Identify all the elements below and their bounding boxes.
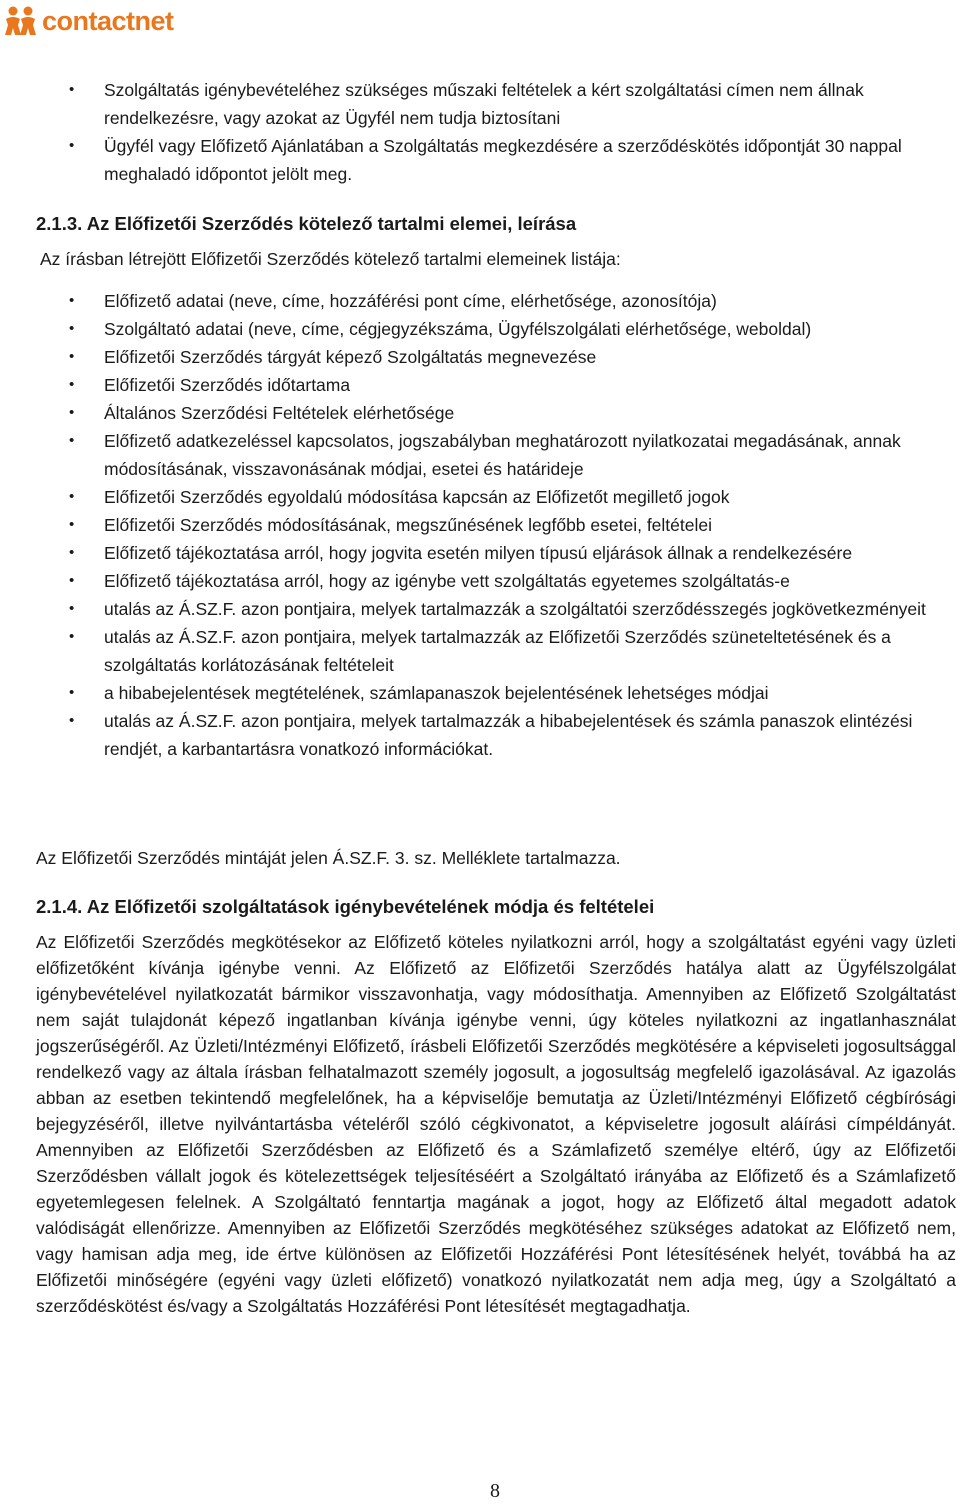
section-heading-2-1-4: 2.1.4. Az Előfizetői szolgáltatások igénybevételének módja és feltételei	[36, 896, 655, 917]
list-item: • Előfizető tájékoztatása arról, hogy jogvita esetén milyen típusú eljárások állnak a rendelkezésére	[0, 539, 960, 567]
list-item: • utalás az Á.SZ.F. azon pontjaira, melyek tartalmazzák az Előfizetői Szerződés szüneteltetésének és a szolgáltatás korlátozásának feltételeit	[0, 623, 960, 679]
list-item: • Előfizető tájékoztatása arról, hogy az igénybe vett szolgáltatás egyetemes szolgáltatás-e	[0, 567, 960, 595]
logo-wordmark: contactnet	[42, 6, 174, 36]
content-elements-list	[0, 287, 960, 763]
list-item: • Előfizetői Szerződés tárgyát képező Szolgáltatás megnevezése	[0, 343, 960, 371]
section-intro: Az írásban létrejött Előfizetői Szerződés kötelező tartalmi elemeinek listája:	[40, 249, 621, 269]
top-bullet-list	[0, 76, 960, 188]
section-closing: Az Előfizetői Szerződés mintáját jelen Á.SZ.F. 3. sz. Melléklete tartalmazza.	[36, 848, 621, 868]
section-heading-2-1-3: 2.1.3. Az Előfizetői Szerződés kötelező tartalmi elemei, leírása	[36, 213, 577, 234]
list-item: • Általános Szerződési Feltételek elérhetősége	[0, 399, 960, 427]
list-item: • Előfizetői Szerződés időtartama	[0, 371, 960, 399]
list-item: • utalás az Á.SZ.F. azon pontjaira, melyek tartalmazzák a hibabejelentések és számla panaszok elintézési rendjét, a karbantartásra vonatkozó információkat.	[0, 707, 960, 763]
list-item: • Ügyfél vagy Előfizető Ajánlatában a Szolgáltatás megkezdésére a szerződéskötés időpontját 30 nappal meghaladó időpontot jelölt meg.	[0, 132, 960, 188]
contactnet-logo	[4, 3, 174, 39]
people-icon	[4, 5, 38, 37]
list-item: • Szolgáltatás igénybevételéhez szükséges műszaki feltételek a kért szolgáltatási címen nem állnak rendelkezésre, vagy azokat az Ügyfél nem tudja biztosítani	[0, 76, 960, 132]
list-item: • Előfizetői Szerződés egyoldalú módosítása kapcsán az Előfizetőt megillető jogok	[0, 483, 960, 511]
list-item: • Előfizetői Szerződés módosításának, megszűnésének legfőbb esetei, feltételei	[0, 511, 960, 539]
list-item: • Előfizető adatkezeléssel kapcsolatos, jogszabályban meghatározott nyilatkozatai megadásának, annak módosításának, visszavonásának módjai, esetei és határideje	[0, 427, 960, 483]
page-number: 8	[490, 1480, 500, 1502]
list-item: • Szolgáltató adatai (neve, címe, cégjegyzékszáma, Ügyfélszolgálati elérhetősége, weboldal)	[0, 315, 960, 343]
list-item: • utalás az Á.SZ.F. azon pontjaira, melyek tartalmazzák a szolgáltatói szerződésszegés jogkövetkezményeit	[0, 595, 960, 623]
section-body: Az Előfizetői Szerződés megkötésekor az Előfizető köteles nyilatkozni arról, hogy a szolgáltatást egyéni vagy üzleti előfizetőként kívánja igénybe venni. Az Előfizető az Előfizetői Szerződés hatálya alatt az Ügyfélszolgálat igénybevételével nyilatkozatát bármikor visszavonhatja, vagy módosíthatja. Amennyiben az Előfizető Szolgáltatást nem saját tulajdonát képező ingatlanban kívánja igénybe venni, úgy köteles nyilatkozni az ingatlanhasználat jogszerűségéről. Az Üzleti/Intézményi Előfizető, írásbeli Előfizetői Szerződés megkötésére a képviseleti jogosultsággal rendelkező vagy az általa írásban felhatalmazott személy jogosult, a jogosultság megfelelő igazolásával. Az igazolás abban az esetben tekintendő megfelelőnek, ha a képviselője bemutatja az Üzleti/Intézményi Előfizető cégbírósági bejegyzéséről, illetve nyilvántartásba vételéről szóló cégkivonatot, a képviseletre jogosult aláírási címpéldányát. Amennyiben az Előfizetői Szerződésben az Előfizető és a Számlafizető személye eltérő, úgy az Előfizetői Szerződésben vállalt jogok és kötelezettségek teljesítéséért a Szolgáltató irányába az Előfizető és a Számlafizető egyetemlegesen felelnek. A Szolgáltató fenntartja magának a jogot, hogy az Előfizető által megadott adatok valódiságát ellenőrizze. Amennyiben az Előfizetői Szerződés megkötéséhez szükséges adatokat az Előfizető nem, vagy hamisan adja meg, ide értve különösen az Előfizetői Hozzáférési Pont létesítésének helyét, továbbá ha az Előfizetői minőségére (egyéni vagy üzleti előfizető) vonatkozó nyilatkozatát nem adja meg, úgy a Szolgáltató a szerződéskötést és/vagy a Szolgáltatás Hozzáférési Pont létesítését megtagadhatja.	[36, 932, 956, 1316]
list-item: • Előfizető adatai (neve, címe, hozzáférési pont címe, elérhetősége, azonosítója)	[0, 287, 960, 315]
list-item: • a hibabejelentések megtételének, számlapanaszok bejelentésének lehetséges módjai	[0, 679, 960, 707]
